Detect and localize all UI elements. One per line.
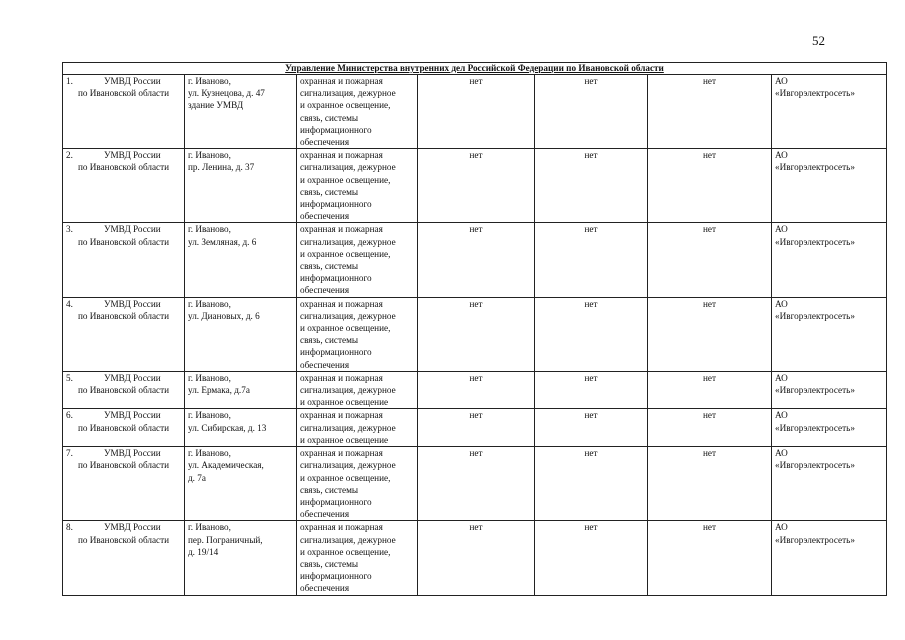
supplier-line: «Ивгорэлектросеть» — [775, 422, 855, 433]
systems-line: сигнализация, дежурное — [300, 310, 396, 321]
cell-col5: нет — [535, 371, 648, 409]
cell-address — [185, 75, 297, 149]
cell-col5: нет — [535, 223, 648, 297]
cell-col6: нет — [648, 223, 772, 297]
organization-name-line1: УМВД России — [104, 150, 161, 161]
address-line: г. Иваново, — [188, 410, 231, 421]
row-number: 3. — [66, 224, 73, 235]
systems-line: охранная и пожарная — [300, 372, 383, 383]
supplier-line: АО — [775, 410, 788, 421]
systems-line: связь, системы — [300, 261, 359, 272]
organization-name-line2: по Ивановской области — [77, 460, 170, 471]
row-number: 6. — [66, 410, 73, 421]
cell-col6: нет — [648, 521, 772, 595]
systems-line: сигнализация, дежурное — [300, 236, 396, 247]
systems-line: обеспечения — [300, 211, 350, 222]
systems-line: и охранное освещение, — [300, 546, 391, 557]
address-line: пр. Ленина, д. 37 — [188, 162, 255, 173]
organization-name-line1: УМВД России — [104, 522, 161, 533]
cell-col5: нет — [535, 409, 648, 447]
table-row — [63, 521, 887, 595]
cell-systems — [297, 75, 418, 149]
systems-line: обеспечения — [300, 285, 350, 296]
row-number: 5. — [66, 372, 73, 383]
address-line: здание УМВД — [188, 100, 244, 111]
cell-supplier — [772, 447, 887, 521]
cell-col5: нет — [535, 149, 648, 223]
systems-line: и охранное освещение, — [300, 323, 391, 334]
organization-name-line2: по Ивановской области — [77, 236, 170, 247]
row-number: 8. — [66, 522, 73, 533]
supplier-line: АО — [775, 224, 788, 235]
address-line: г. Иваново, — [188, 522, 231, 533]
cell-col4: нет — [418, 149, 535, 223]
cell-organization-name — [63, 371, 185, 409]
cell-col4: нет — [418, 371, 535, 409]
table-row — [63, 371, 887, 409]
systems-line: сигнализация, дежурное — [300, 422, 396, 433]
cell-supplier — [772, 223, 887, 297]
systems-line: обеспечения — [300, 359, 350, 370]
supplier-line: «Ивгорэлектросеть» — [775, 236, 855, 247]
systems-line: охранная и пожарная — [300, 224, 383, 235]
cell-systems — [297, 409, 418, 447]
systems-line: информационного — [300, 571, 372, 582]
systems-line: и охранное освещение, — [300, 472, 391, 483]
supplier-line: «Ивгорэлектросеть» — [775, 162, 855, 173]
systems-line: сигнализация, дежурное — [300, 162, 396, 173]
systems-line: связь, системы — [300, 484, 359, 495]
address-line: г. Иваново, — [188, 224, 231, 235]
systems-line: информационного — [300, 199, 372, 210]
systems-line: охранная и пожарная — [300, 76, 383, 86]
cell-systems — [297, 223, 418, 297]
address-line: ул. Диановых, д. 6 — [188, 310, 260, 321]
systems-line: информационного — [300, 347, 372, 358]
organization-name-line1: УМВД России — [104, 410, 161, 421]
cell-address — [185, 521, 297, 595]
cell-systems — [297, 447, 418, 521]
organization-name-line1: УМВД России — [104, 76, 161, 86]
row-number: 7. — [66, 448, 73, 459]
supplier-line: «Ивгорэлектросеть» — [775, 534, 855, 545]
systems-line: сигнализация, дежурное — [300, 88, 396, 99]
supplier-line: АО — [775, 150, 788, 161]
organization-name-line2: по Ивановской области — [77, 162, 170, 173]
cell-address — [185, 223, 297, 297]
systems-line: связь, системы — [300, 112, 359, 123]
supplier-line: «Ивгорэлектросеть» — [775, 385, 855, 396]
systems-line: связь, системы — [300, 186, 359, 197]
address-line: г. Иваново, — [188, 76, 231, 86]
systems-line: охранная и пожарная — [300, 410, 383, 421]
row-number: 2. — [66, 150, 73, 161]
supplier-line: АО — [775, 298, 788, 309]
cell-col5: нет — [535, 297, 648, 371]
cell-col4: нет — [418, 75, 535, 149]
cell-col4: нет — [418, 409, 535, 447]
systems-line: информационного — [300, 124, 372, 135]
systems-line: обеспечения — [300, 509, 350, 520]
cell-col6: нет — [648, 447, 772, 521]
address-line: ул. Академическая, — [188, 460, 264, 471]
table-row — [63, 409, 887, 447]
cell-col6: нет — [648, 371, 772, 409]
systems-line: обеспечения — [300, 583, 350, 594]
cell-col6: нет — [648, 149, 772, 223]
cell-supplier — [772, 409, 887, 447]
address-line: г. Иваново, — [188, 448, 231, 459]
address-line: ул. Земляная, д. 6 — [188, 236, 257, 247]
systems-line: охранная и пожарная — [300, 150, 383, 161]
systems-line: связь, системы — [300, 335, 359, 346]
systems-line: и охранное освещение — [300, 397, 389, 408]
organization-name-line2: по Ивановской области — [77, 310, 170, 321]
cell-organization-name — [63, 447, 185, 521]
organization-name-line1: УМВД России — [104, 448, 161, 459]
facilities-table — [62, 62, 887, 596]
organization-name-line1: УМВД России — [104, 298, 161, 309]
cell-systems — [297, 149, 418, 223]
address-line: д. 7а — [188, 472, 206, 483]
supplier-line: «Ивгорэлектросеть» — [775, 88, 855, 99]
cell-address — [185, 371, 297, 409]
supplier-line: АО — [775, 76, 788, 86]
address-line: пер. Пограничный, — [188, 534, 263, 545]
cell-address — [185, 149, 297, 223]
cell-col5: нет — [535, 447, 648, 521]
cell-supplier — [772, 297, 887, 371]
cell-col6: нет — [648, 75, 772, 149]
systems-line: сигнализация, дежурное — [300, 460, 396, 471]
table-row — [63, 297, 887, 371]
address-line: ул. Сибирская, д. 13 — [188, 422, 267, 433]
systems-line: и охранное освещение, — [300, 248, 391, 259]
cell-systems — [297, 521, 418, 595]
cell-col5: нет — [535, 75, 648, 149]
section-header-row — [63, 63, 887, 75]
cell-systems — [297, 297, 418, 371]
systems-line: сигнализация, дежурное — [300, 385, 396, 396]
supplier-line: АО — [775, 448, 788, 459]
cell-organization-name — [63, 223, 185, 297]
organization-name-line1: УМВД России — [104, 372, 161, 383]
cell-supplier — [772, 371, 887, 409]
address-line: г. Иваново, — [188, 372, 231, 383]
systems-line: связь, системы — [300, 558, 359, 569]
cell-col4: нет — [418, 521, 535, 595]
supplier-line: АО — [775, 522, 788, 533]
supplier-line: «Ивгорэлектросеть» — [775, 460, 855, 471]
cell-col4: нет — [418, 223, 535, 297]
organization-name-line2: по Ивановской области — [77, 422, 170, 433]
supplier-line: «Ивгорэлектросеть» — [775, 310, 855, 321]
cell-col4: нет — [418, 447, 535, 521]
systems-line: охранная и пожарная — [300, 522, 383, 533]
cell-organization-name — [63, 521, 185, 595]
cell-address — [185, 297, 297, 371]
table-row — [63, 75, 887, 149]
organization-name-line2: по Ивановской области — [77, 385, 170, 396]
cell-supplier — [772, 75, 887, 149]
systems-line: сигнализация, дежурное — [300, 534, 396, 545]
systems-line: и охранное освещение, — [300, 100, 391, 111]
table-row — [63, 149, 887, 223]
cell-organization-name — [63, 297, 185, 371]
cell-organization-name — [63, 409, 185, 447]
table-row — [63, 223, 887, 297]
systems-line: информационного — [300, 273, 372, 284]
cell-organization-name — [63, 149, 185, 223]
cell-organization-name — [63, 75, 185, 149]
cell-col4: нет — [418, 297, 535, 371]
address-line: г. Иваново, — [188, 150, 231, 161]
cell-address — [185, 409, 297, 447]
cell-col5: нет — [535, 521, 648, 595]
row-number: 4. — [66, 298, 73, 309]
row-number: 1. — [66, 76, 73, 86]
systems-line: охранная и пожарная — [300, 448, 383, 459]
supplier-line: АО — [775, 372, 788, 383]
systems-line: охранная и пожарная — [300, 298, 383, 309]
organization-name-line1: УМВД России — [104, 224, 161, 235]
cell-col6: нет — [648, 409, 772, 447]
page-number: 52 — [812, 33, 825, 48]
cell-systems — [297, 371, 418, 409]
address-line: ул. Ермака, д.7а — [188, 385, 250, 396]
address-line: г. Иваново, — [188, 298, 231, 309]
systems-line: обеспечения — [300, 137, 350, 148]
systems-line: информационного — [300, 496, 372, 507]
cell-address — [185, 447, 297, 521]
address-line: д. 19/14 — [188, 546, 219, 557]
section-title: Управление Министерства внутренних дел Российской Федерации по Ивановской области — [63, 63, 887, 75]
table-row — [63, 447, 887, 521]
systems-line: и охранное освещение, — [300, 174, 391, 185]
cell-supplier — [772, 149, 887, 223]
systems-line: и охранное освещение — [300, 434, 389, 445]
cell-col6: нет — [648, 297, 772, 371]
address-line: ул. Кузнецова, д. 47 — [188, 88, 265, 99]
organization-name-line2: по Ивановской области — [77, 88, 170, 99]
organization-name-line2: по Ивановской области — [77, 534, 170, 545]
cell-supplier — [772, 521, 887, 595]
